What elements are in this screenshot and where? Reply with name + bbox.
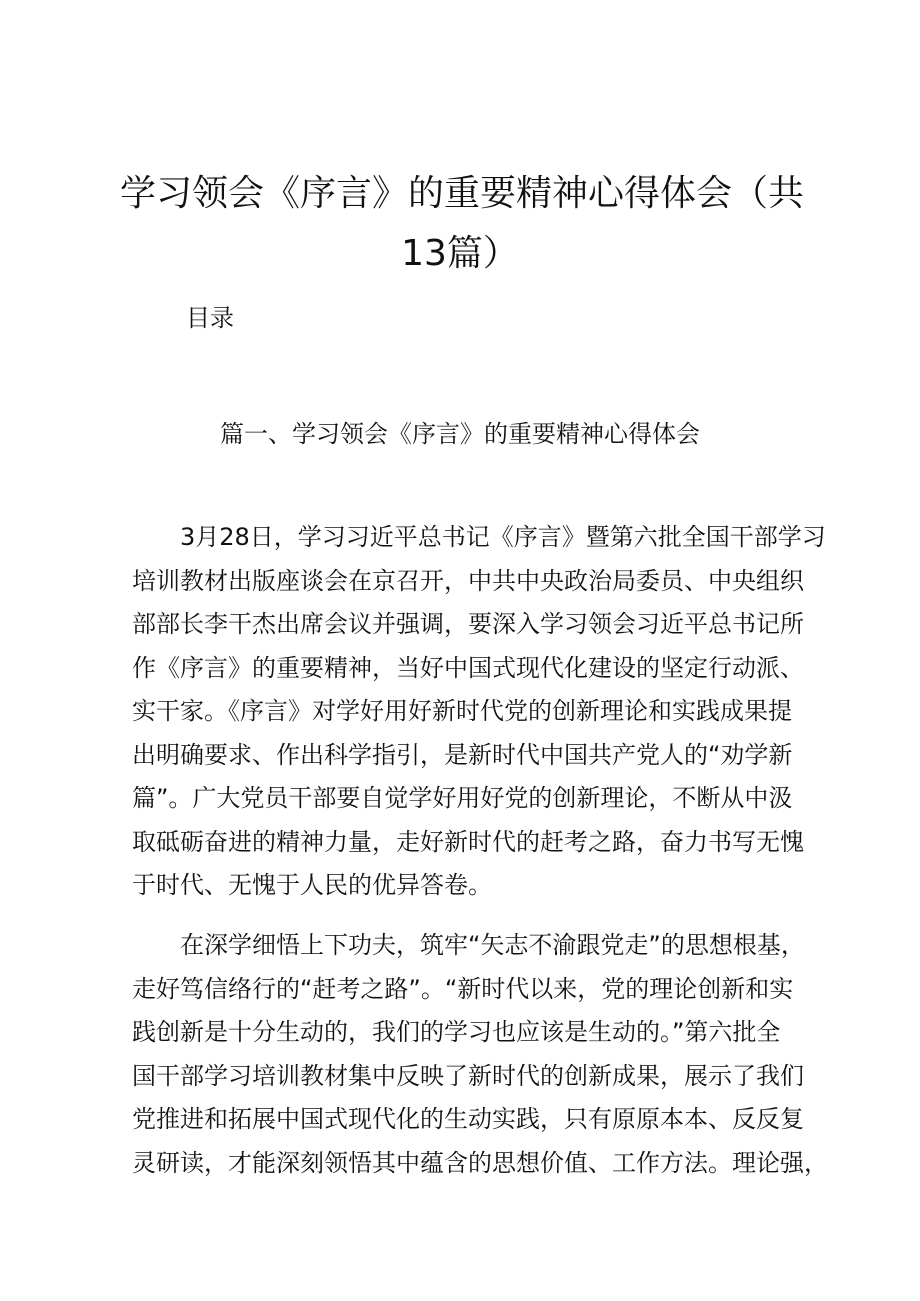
paragraph-line: 于时代、无愧于人民的优异答卷。 [132,871,492,899]
paragraph-line: 作《序言》的重要精神，当好中国式现代化建设的坚定行动派、 [132,653,804,682]
paragraph-line: 党推进和拓展中国式现代化的生动实践，只有原原本本、反反复 [132,1105,804,1133]
section-heading: 篇一、学习领会《序言》的重要精神心得体会 [220,420,700,448]
title-line-1: 学习领会《序言》的重要精神心得体会（共 [120,173,805,215]
document-title [120,164,805,284]
paragraph-line: 取砥砺奋进的精神力量，走好新时代的赶考之路，奋力书写无愧 [132,827,804,856]
paragraph-line: 走好笃信络行的“赶考之路”。“新时代以来，党的理论创新和实 [132,974,794,1003]
paragraph-1 [132,516,826,908]
paragraph-line: 部部长李干杰出席会议并强调，要深入学习领会习近平总书记所 [132,610,804,638]
paragraph-line: 出明确要求、作出科学指引，是新时代中国共产党人的“劝学新 [132,740,793,769]
paragraph-line: 践创新是十分生动的，我们的学习也应该是生动的。”第六批全 [132,1018,781,1046]
paragraph-2 [132,924,828,1185]
title-line-2: 13篇） [401,233,519,275]
paragraph-line: 3月28日，学习习近平总书记《序言》暨第六批全国干部学习 [132,523,826,551]
paragraph-line: 国干部学习培训教材集中反映了新时代的创新成果，展示了我们 [132,1061,804,1090]
paragraph-line: 篇”。广大党员干部要自觉学好用好党的创新理论，不断从中汲 [132,784,793,812]
paragraph-line: 培训教材出版座谈会在京召开，中共中央政治局委员、中央组织 [132,566,804,595]
paragraph-line: 在深学细悟上下功夫，筑牢“矢志不渝跟党走”的思想根基， [132,931,805,959]
paragraph-line: 灵研读，才能深刻领悟其中蕴含的思想价值、工作方法。理论强， [132,1148,828,1177]
table-of-contents-label: 目录 [186,304,234,332]
paragraph-line: 实干家。《序言》对学好用好新时代党的创新理论和实践成果提 [132,697,792,725]
